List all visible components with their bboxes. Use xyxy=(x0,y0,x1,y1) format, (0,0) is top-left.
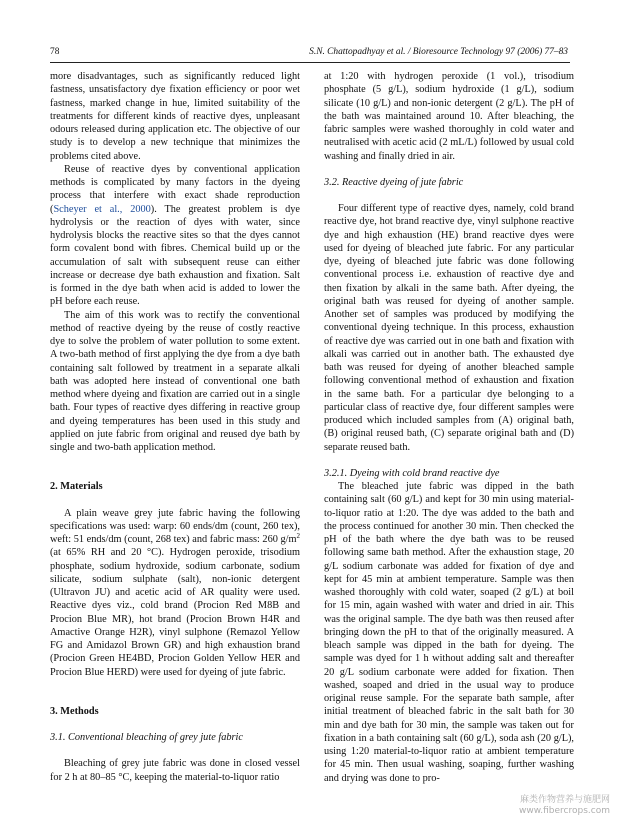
running-head: S.N. Chattopadhyay et al. / Bioresource Technology 97 (2006) 77–83 xyxy=(309,47,568,57)
header-rule xyxy=(50,62,570,63)
paragraph xyxy=(50,507,300,679)
watermark-url: www.fibercrops.com xyxy=(519,806,610,816)
citation-link[interactable]: Scheyer et al., 2000 xyxy=(53,203,151,215)
left-column xyxy=(50,70,300,784)
paragraph xyxy=(50,163,300,309)
paragraph: at 1:20 with hydrogen peroxide (1 vol.), trisodium phosphate (5 g/L), sodium hydroxide (1 g/L), sodium silicate (10 g/L) and non-ionic detergent (2 g/L). The pH of the bath was maintained around 10. After bleaching, the fabric samples were washed thoroughly in cold water and neutralised with acetic acid (2 mL/L) followed by usual cold washing and finally dried in air. xyxy=(324,71,574,162)
section-heading: 2. Materials xyxy=(50,481,103,493)
paragraph: Four different type of reactive dyes, namely, cold brand reactive dye, hot brand reactive dye, vinyl sulphone reactive dye and high exhaustion (HE) brand reactive dyes were used for dyeing of bleached jute fabric. For any particular dye, dyeing of bleached jute fabric was done following conventional process i.e. exhaustion of reactive dye and then fixation by alkali in the same bath. After dyeing, the original bath was reused for dyeing of another sample. Another set of samples was produced by modifying the conventional dyeing technique. In this process, exhaustion of reactive dye was carried out in one bath and fixation with alkali was carried out in another bath. The exhausted dye bath was reused for dyeing of another bleached sample following conventional method of exhaustion and fixation in the same bath. For a particular dye belonging to a particular class of reactive dye, four different samples were produced which included samples from (A) original bath, (B) original reused bath, (C) separate original bath and (D) separate reused bath. xyxy=(324,203,574,453)
text: ). The greatest problem is dye hydrolysis or the reaction of dyes with water, since hydrolysis blocks the reactive sites so that the dyes cannot form covalent bond with fibres. Chemical build up or the accumulation of salt with subsequent reuse can either increase or decrease dye bath exhaustion and fixation. Salt is formed in the dye bath when acid is added to lower the pH before each reuse. xyxy=(50,203,300,308)
watermark-line: 麻类作物营养与施肥网 xyxy=(519,795,610,805)
section-heading: 3. Methods xyxy=(50,705,99,717)
paragraph: The aim of this work was to rectify the conventional method of reactive dyeing by the reuse of costly reactive dye to solve the problem of water pollution to some extent. A two-bath method of first applying the dye from a dye bath containing salt followed by treatment in a separate alkali bath was adopted here instead of conventional one bath method where dyeing and fixation are carried out in a single bath. Four types of reactive dyes differing in reactive group and dyeing temperatures has been used in this study and applied on jute fabric from original and reused dye bath by single and two-bath application method. xyxy=(50,309,300,453)
watermark xyxy=(490,795,610,817)
subsection-heading: 3.1. Conventional bleaching of grey jute fabric xyxy=(50,732,243,743)
right-column xyxy=(324,70,574,785)
paragraph: more disadvantages, such as significantly reduced light fastness, unsatisfactory dye fixation efficiency or poor wet fastness, marked change in hue, limited suitability of the treatments for different kinds of reactive dyes, unpleasant odours released during application etc. The objective of our study is to develop a new technique that minimizes the problems cited above. xyxy=(50,71,300,162)
text: (at 65% RH and 20 °C). Hydrogen peroxide, trisodium phosphate, sodium hydroxide, sodium carbonate, sodium silicate, sodium sulphate (salt), non-ionic detergent (Ultravon JU) and acetic acid of AR quality were used. Reactive dyes viz., cold brand (Procion Red M8B and Procion Blue MR), hot brand (Procion Brown H4R and Amactive Orange H2R), vinyl sulphone (Remazol Yellow FG and Amidazol Brown GR) and high exhaustion brand (Procion Green HE4BD, Procion Golden Yellow HER and Procion Blue HERD) were used for dyeing of jute fabric. xyxy=(50,547,300,678)
subsection-heading: 3.2. Reactive dyeing of jute fabric xyxy=(324,176,464,188)
paragraph: Bleaching of grey jute fabric was done in closed vessel for 2 h at 80–85 °C, keeping the material-to-liquor ratio xyxy=(50,758,300,783)
page-number: 78 xyxy=(50,47,60,57)
text: A plain weave grey jute fabric having the following specifications was used: warp: 60 ends/dm (count, 260 tex), weft: 51 ends/dm (count, 268 tex) and fabric mass: 260 g/m xyxy=(50,507,300,545)
text: Reuse of reactive dyes by conventional application methods is complicated by many factors in the dyeing process that interfere with exact shade reproduction ( xyxy=(50,163,300,215)
subsubsection-heading: 3.2.1. Dyeing with cold brand reactive dye xyxy=(324,467,500,479)
running-header xyxy=(50,45,570,59)
paragraph: The bleached jute fabric was dipped in the bath containing salt (60 g/L) and kept for 30 min using material-to-liquor ratio at 1:20. The dye was added to the bath and the process continued for another 30 min. Then checked the pH of the bath where the dye bath was to be reused following same bath method. After the exhaustion stage, 20 g/L sodium carbonate was added for fixation of dye and kept for 45 min at ambient temperature. Sample was then washed thoroughly with cold water, soaped (2 g/L) at boil for 15 min, again washed with water and dried in air. This was the original sample. The dye bath was then reused after bringing down the pH to that of the originally measured. A bleach sample was dipped in the bath for dyeing. The sample was dyed for 1 h without adding salt and thereafter 20 g/L sodium carbonate were added for fixation. Then washed, soaped and dried in the usual way to produce original reuse sample. For the separate bath sample, after initial treatment of bleached fabric in the salt bath for 30 min and dye bath for 30 min, the sample was taken out for fixation in a bath containing salt (60 g/L), soda ash (20 g/L), using 1:20 material-to-liquor ratio at ambient temperature for 45 min. Then usual washing, soaping, further washing and drying was done to pro- xyxy=(324,481,574,784)
superscript: 2 xyxy=(296,532,300,540)
